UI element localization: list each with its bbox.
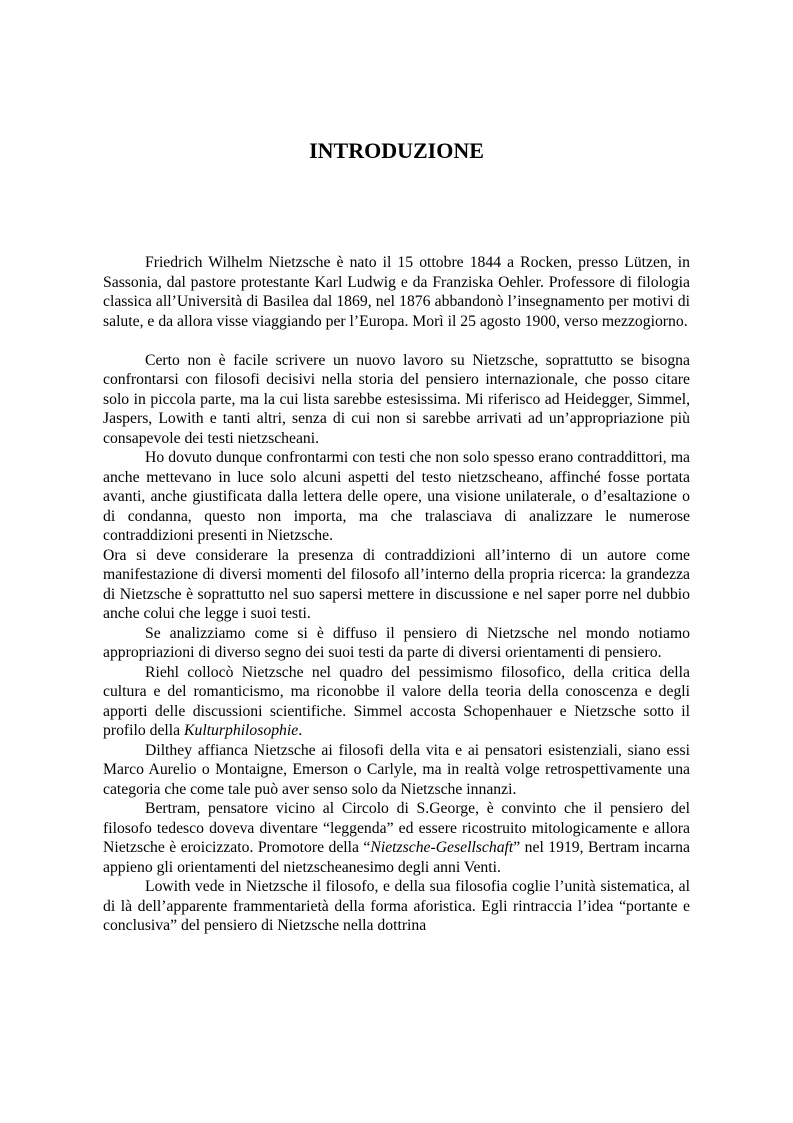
- body-text: [103, 253, 690, 936]
- italic-term: Nietzsche-Gesellschaft: [370, 839, 514, 856]
- paragraph-text: Riehl collocò Nietzsche nel quadro del pessimismo filosofico, della critica della cultura e del romanticismo, ma riconobbe il valore della teoria della conoscenza e degli apporti delle discussioni scientifiche. Simmel accosta Schopenhauer e Nietzsche sotto il profilo della: [103, 663, 690, 739]
- paragraph-contradictory-texts: Ho dovuto dunque confrontarmi con testi che non solo spesso erano contraddittori, ma anche mettevano in luce solo alcuni aspetti del testo nietzscheano, affinché fosse portata avanti, anche giustificata dalla lettera delle opere, una visione unilaterale, o d’esaltazione o di condanna, questo non importa, ma che tralasciava di analizzare le numerose contraddizioni presenti in Nietzsche.: [103, 449, 690, 544]
- italic-term: Kulturphilosophie: [184, 722, 299, 739]
- page-title: INTRODUZIONE: [309, 138, 484, 163]
- paragraph-biography: Friedrich Wilhelm Nietzsche è nato il 15 ottobre 1844 a Rocken, presso Lützen, in Sassonia, dal pastore protestante Karl Ludwig e da Franziska Oehler. Professore di filologia classica all’Università di Basilea dal 1869, nel 1876 abbandonò l’insegnamento per motivi di salute, e da allora visse viaggiando per l’Europa. Morì il 25 agosto 1900, verso mezzogiorno.: [103, 254, 690, 330]
- paragraph-text: Bertram, pensatore vicino al Circolo di S.George, è convinto che il pensiero del filosofo tedesco doveva diventare “leggenda” ed essere ricostruito mitologicamente e allora Nietzsche è eroicizzato. Promotore della “: [103, 800, 690, 856]
- paragraph-dilthey: Dilthey affianca Nietzsche ai filosofi della vita e ai pensatori esistenziali, siano essi Marco Aurelio o Montaigne, Emerson o Carlyle, ma in realtà volge retrospettivamente una categoria che come tale può aver senso solo da Nietzsche innanzi.: [103, 741, 690, 798]
- paragraph-bertram: [103, 799, 690, 877]
- paragraph-text: .: [298, 722, 303, 739]
- paragraph-contradictions: Ora si deve considerare la presenza di contraddizioni all’interno di un autore come manifestazione di diversi momenti del filosofo all’interno della propria ricerca: la grandezza di Nietzsche è soprattutto nel suo sapersi mettere in discussione e nel saper porre nel dubbio anche colui che legge i suoi testi.: [103, 546, 690, 622]
- paragraph-text: ” nel 1919, Bertram incarna appieno gli orientamenti del nietzscheanesimo degli anni Venti.: [103, 839, 690, 876]
- paragraph-lowith: Lowith vede in Nietzsche il filosofo, e della sua filosofia coglie l’unità sistematica, al di là dell’apparente frammentarietà della forma aforistica. Egli rintraccia l’idea “portante e conclusiva” del pensiero di Nietzsche nella dottrina: [103, 878, 690, 934]
- paragraph-difficulty: Certo non è facile scrivere un nuovo lavoro su Nietzsche, soprattutto se bisogna confrontarsi con filosofi decisivi nella storia del pensiero internazionale, che posso citare solo in piccola parte, ma la cui lista sarebbe estesissima. Mi riferisco ad Heidegger, Simmel, Jaspers, Lowith e tanti altri, senza di cui non si sarebbe arrivati ad un’appropriazione più consapevole dei testi nietzscheani.: [103, 351, 690, 447]
- paragraph-riehl-simmel: [103, 663, 690, 741]
- paragraph-diffusion: Se analizziamo come si è diffuso il pensiero di Nietzsche nel mondo notiamo appropriazioni di diverso segno dei suoi testi da parte di diversi orientamenti di pensiero.: [103, 624, 690, 661]
